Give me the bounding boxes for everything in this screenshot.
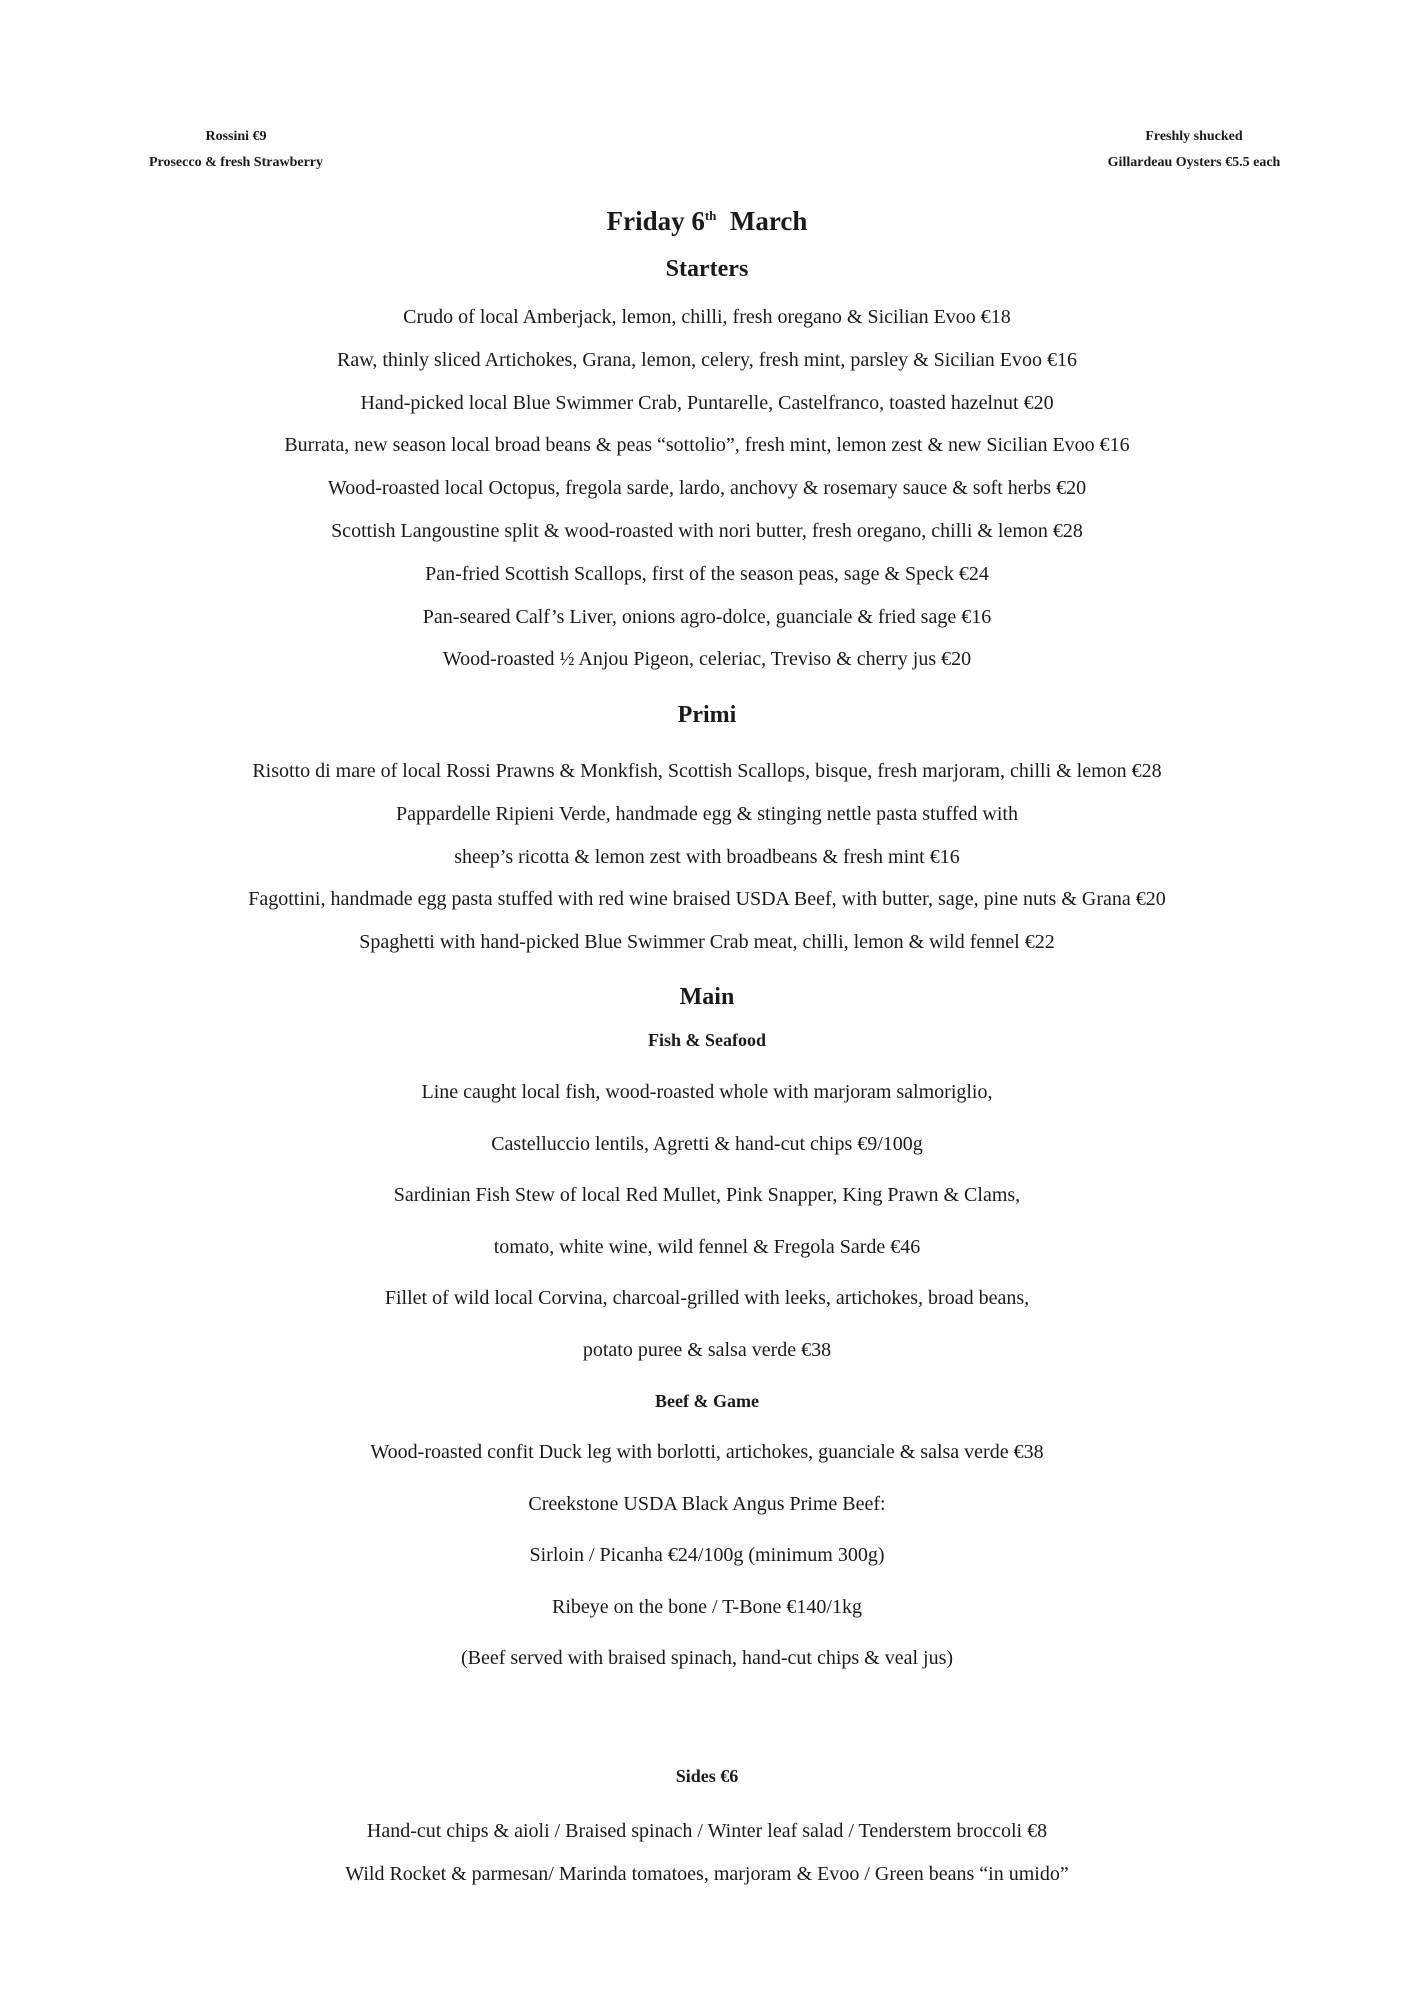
date-suffix: th: [704, 208, 717, 223]
fish-item: tomato, white wine, wild fennel & Fregola Sarde €46: [493, 1235, 921, 1258]
oysters-line2: Gillardeau Oysters €5.5 each: [1107, 155, 1281, 170]
aperitivo-note: [36, 124, 436, 176]
sides-item: Wild Rocket & parmesan/ Marinda tomatoes, marjoram & Evoo / Green beans “in umido”: [345, 1862, 1069, 1885]
subheading-beef-game: Beef & Game: [655, 1391, 759, 1411]
fish-item: Castelluccio lentils, Agretti & hand-cut chips €9/100g: [491, 1132, 923, 1155]
aperitivo-desc: Prosecco & fresh Strawberry: [148, 155, 324, 170]
oysters-note: [994, 124, 1394, 176]
primi-item: Spaghetti with hand-picked Blue Swimmer Crab meat, chilli, lemon & wild fennel €22: [359, 931, 1055, 954]
fish-item: Line caught local fish, wood-roasted whole with marjoram salmoriglio,: [421, 1081, 993, 1103]
fish-item: Fillet of wild local Corvina, charcoal-grilled with leeks, artichokes, broad beans,: [384, 1287, 1030, 1310]
starter-item: Wood-roasted ½ Anjou Pigeon, celeriac, Treviso & cherry jus €20: [442, 648, 972, 671]
section-heading-primi: Primi: [677, 702, 737, 728]
beef-item: Creekstone USDA Black Angus Prime Beef:: [528, 1492, 886, 1515]
fish-item: Sardinian Fish Stew of local Red Mullet, Pink Snapper, King Prawn & Clams,: [393, 1184, 1021, 1207]
starter-item: Crudo of local Amberjack, lemon, chilli, fresh oregano & Sicilian Evoo €18: [403, 306, 1011, 328]
beef-item: Ribeye on the bone / T-Bone €140/1kg: [552, 1595, 862, 1618]
sides-item: Hand-cut chips & aioli / Braised spinach / Winter leaf salad / Tenderstem broccoli €8: [366, 1820, 1048, 1842]
starter-item: Wood-roasted local Octopus, fregola sarde, lardo, anchovy & rosemary sauce & soft herbs €20: [327, 477, 1087, 500]
starter-item: Pan-seared Calf’s Liver, onions agro-dolce, guanciale & fried sage €16: [422, 605, 992, 628]
primi-item: Pappardelle Ripieni Verde, handmade egg & stinging nettle pasta stuffed with: [396, 802, 1018, 825]
date-day: Friday 6: [606, 206, 705, 236]
section-heading-main: Main: [679, 984, 735, 1010]
primi-item: Risotto di mare of local Rossi Prawns & Monkfish, Scottish Scallops, bisque, fresh marjoram, chilli & lemon €28: [252, 760, 1162, 782]
primi-item: Fagottini, handmade egg pasta stuffed with red wine braised USDA Beef, with butter, sage, pine nuts & Grana €20: [248, 888, 1166, 911]
starter-item: Raw, thinly sliced Artichokes, Grana, lemon, celery, fresh mint, parsley & Sicilian Evoo €16: [336, 348, 1077, 371]
oysters-line1: Freshly shucked: [1145, 129, 1243, 144]
beef-item: Sirloin / Picanha €24/100g (minimum 300g): [529, 1544, 885, 1567]
fish-item: potato puree & salsa verde €38: [582, 1339, 832, 1361]
section-heading-sides: Sides €6: [675, 1766, 739, 1786]
primi-item: sheep’s ricotta & lemon zest with broadbeans & fresh mint €16: [454, 845, 960, 868]
aperitivo-name: Rossini €9: [205, 129, 267, 144]
beef-item: (Beef served with braised spinach, hand-cut chips & veal jus): [460, 1647, 954, 1670]
menu-date: [0, 200, 1414, 237]
section-heading-starters: Starters: [665, 256, 749, 282]
subheading-fish-seafood: Fish & Seafood: [647, 1030, 766, 1050]
starter-item: Scottish Langoustine split & wood-roasted with nori butter, fresh oregano, chilli & lemon €28: [331, 520, 1083, 542]
date-month: March: [729, 206, 808, 236]
starter-item: Hand-picked local Blue Swimmer Crab, Puntarelle, Castelfranco, toasted hazelnut €20: [360, 391, 1054, 414]
starter-item: Burrata, new season local broad beans & peas “sottolio”, fresh mint, lemon zest & new Sicilian Evoo €16: [284, 434, 1130, 457]
starter-item: Pan-fried Scottish Scallops, first of the season peas, sage & Speck €24: [425, 562, 989, 585]
beef-item: Wood-roasted confit Duck leg with borlotti, artichokes, guanciale & salsa verde €38: [370, 1441, 1044, 1463]
